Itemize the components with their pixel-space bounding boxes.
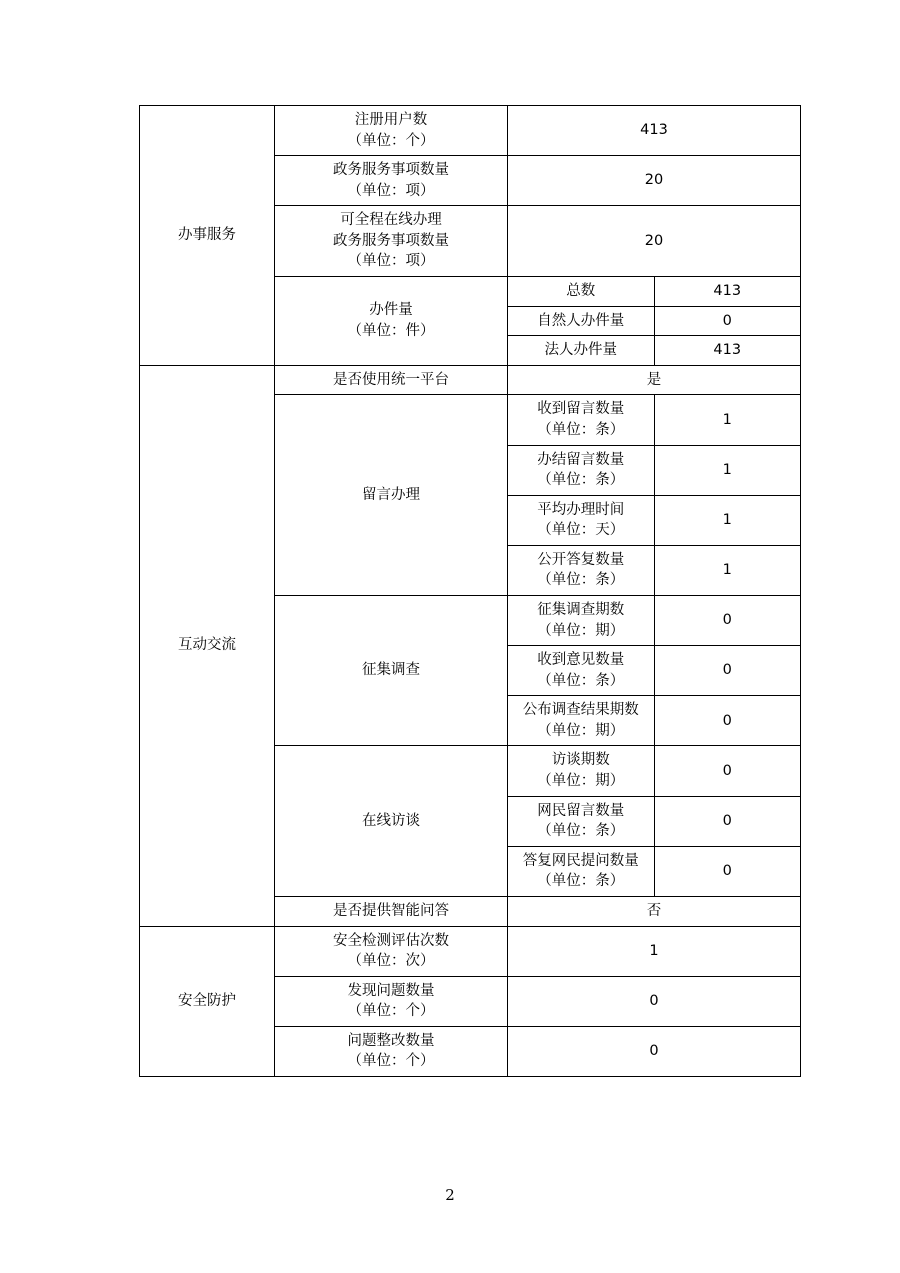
- item-cell-banjianliang: 办件量 （单位：件）: [275, 277, 508, 366]
- value-cell: 1: [654, 545, 801, 595]
- value-cell: 0: [654, 746, 801, 796]
- item-cell: 注册用户数 （单位：个）: [275, 106, 508, 156]
- page-number: 2: [445, 1186, 455, 1204]
- subitem-cell: 总数: [508, 277, 655, 307]
- value-cell: 是: [508, 365, 801, 395]
- item-cell: 问题整改数量 （单位：个）: [275, 1026, 508, 1076]
- subitem-cell: 访谈期数 （单位：期）: [508, 746, 655, 796]
- value-cell: 413: [654, 277, 801, 307]
- subitem-cell: 公开答复数量 （单位：条）: [508, 545, 655, 595]
- subitem-cell: 法人办件量: [508, 336, 655, 366]
- value-cell: 1: [508, 926, 801, 976]
- value-cell: 1: [654, 395, 801, 445]
- subitem-cell: 征集调查期数 （单位：期）: [508, 595, 655, 645]
- value-cell: 1: [654, 495, 801, 545]
- value-cell: 413: [654, 336, 801, 366]
- category-cell-anquanfanghu: 安全防护: [140, 926, 275, 1076]
- value-cell: 否: [508, 896, 801, 926]
- subitem-cell: 答复网民提问数量 （单位：条）: [508, 846, 655, 896]
- value-cell: 0: [654, 646, 801, 696]
- subitem-cell: 办结留言数量 （单位：条）: [508, 445, 655, 495]
- report-table: [139, 105, 801, 1077]
- item-cell: 安全检测评估次数 （单位：次）: [275, 926, 508, 976]
- subitem-cell: 网民留言数量 （单位：条）: [508, 796, 655, 846]
- value-cell: 0: [508, 976, 801, 1026]
- subitem-cell: 收到留言数量 （单位：条）: [508, 395, 655, 445]
- table-row: [140, 106, 801, 156]
- value-cell: 0: [654, 846, 801, 896]
- report-table-body: [140, 106, 801, 1077]
- table-row: [140, 926, 801, 976]
- value-cell: 1: [654, 445, 801, 495]
- category-cell-banshifuwu: 办事服务: [140, 106, 275, 366]
- item-cell: 是否使用统一平台: [275, 365, 508, 395]
- item-cell: 是否提供智能问答: [275, 896, 508, 926]
- subitem-cell: 平均办理时间 （单位：天）: [508, 495, 655, 545]
- value-cell: 0: [654, 696, 801, 746]
- item-cell-zhengjidiaocha: 征集调查: [275, 595, 508, 745]
- item-cell-liuyanbanli: 留言办理: [275, 395, 508, 596]
- value-cell: 0: [508, 1026, 801, 1076]
- value-cell: 0: [654, 306, 801, 336]
- table-row: [140, 365, 801, 395]
- value-cell: 20: [508, 156, 801, 206]
- item-cell-zaixianfangtan: 在线访谈: [275, 746, 508, 896]
- subitem-cell: 收到意见数量 （单位：条）: [508, 646, 655, 696]
- category-cell-hudongjiaoliu: 互动交流: [140, 365, 275, 926]
- value-cell: 413: [508, 106, 801, 156]
- item-cell: 发现问题数量 （单位：个）: [275, 976, 508, 1026]
- item-cell: 可全程在线办理 政务服务事项数量 （单位：项）: [275, 206, 508, 277]
- subitem-cell: 公布调查结果期数 （单位：期）: [508, 696, 655, 746]
- item-cell: 政务服务事项数量 （单位：项）: [275, 156, 508, 206]
- report-table-container: [139, 105, 787, 1077]
- value-cell: 0: [654, 796, 801, 846]
- value-cell: 0: [654, 595, 801, 645]
- value-cell: 20: [508, 206, 801, 277]
- subitem-cell: 自然人办件量: [508, 306, 655, 336]
